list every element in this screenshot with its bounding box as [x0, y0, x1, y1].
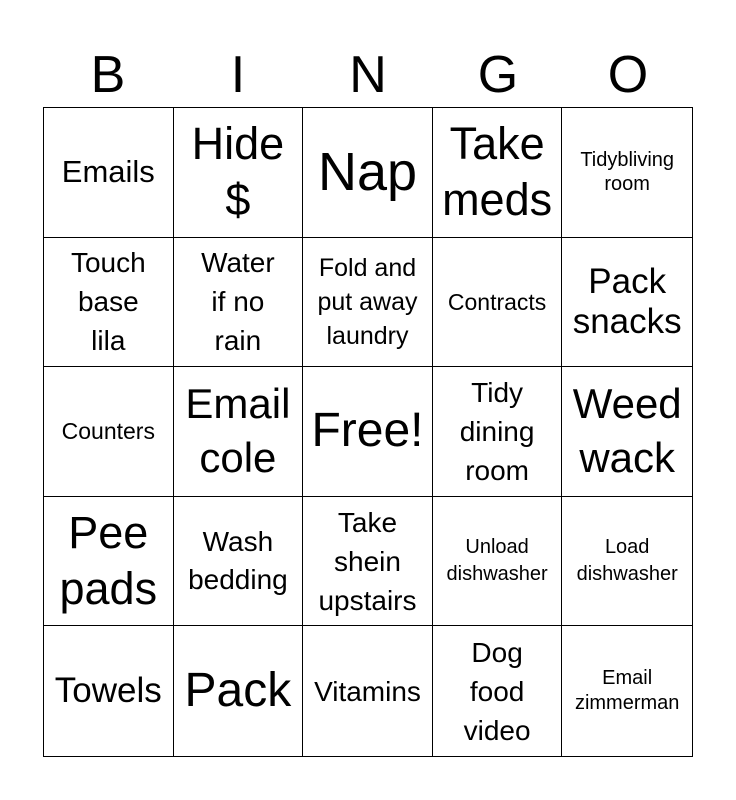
- cell-text: Email cole: [185, 380, 291, 482]
- cell-text: Towels: [54, 671, 162, 711]
- header-letter-n: N: [349, 46, 387, 104]
- bingo-cell[interactable]: [433, 108, 563, 238]
- header-letter-g: G: [477, 46, 519, 104]
- cell-text: Email zimmerman: [574, 667, 680, 715]
- bingo-cell[interactable]: [174, 108, 304, 238]
- bingo-cell[interactable]: [44, 367, 174, 497]
- header-letter-o: O: [607, 46, 649, 104]
- bingo-cell[interactable]: [303, 367, 433, 497]
- bingo-cell[interactable]: [174, 497, 304, 627]
- cell-text: Dog food video: [463, 636, 531, 746]
- bingo-cell[interactable]: [303, 108, 433, 238]
- bingo-cell[interactable]: [433, 238, 563, 368]
- cell-text: Emails: [61, 154, 155, 190]
- bingo-cell[interactable]: [433, 367, 563, 497]
- cell-text: Take shein upstairs: [318, 506, 417, 616]
- cell-text: Contracts: [447, 288, 547, 315]
- cell-text: Pee pads: [59, 507, 158, 615]
- bingo-cell[interactable]: [562, 238, 692, 368]
- bingo-cell[interactable]: [174, 238, 304, 368]
- cell-text: Water if no rain: [201, 247, 275, 357]
- header-letter-i: I: [230, 46, 246, 104]
- header-letter-b: B: [90, 46, 126, 104]
- cell-text: Tidy dining room: [459, 376, 535, 486]
- bingo-cell[interactable]: [433, 497, 563, 627]
- cell-text: Fold and put away laundry: [317, 253, 418, 350]
- bingo-cell[interactable]: [44, 626, 174, 756]
- bingo-cell[interactable]: [44, 497, 174, 627]
- cell-text: Vitamins: [314, 675, 421, 707]
- cell-text: Take meds: [442, 118, 553, 226]
- cell-text: Counters: [61, 418, 155, 445]
- cell-text: Load dishwasher: [576, 536, 678, 586]
- cell-text: Pack snacks: [572, 261, 682, 341]
- bingo-cell[interactable]: [44, 238, 174, 368]
- bingo-cell[interactable]: [562, 626, 692, 756]
- cell-text: Tidybliving room: [580, 149, 675, 196]
- cell-text: Nap: [317, 142, 418, 203]
- bingo-cell[interactable]: [303, 497, 433, 627]
- cell-text: Pack: [184, 664, 292, 718]
- cell-text: Touch base lila: [70, 247, 146, 357]
- cell-text: Wash bedding: [188, 526, 288, 596]
- bingo-cell[interactable]: [303, 238, 433, 368]
- bingo-cell[interactable]: [174, 626, 304, 756]
- bingo-cell[interactable]: [562, 367, 692, 497]
- bingo-cell[interactable]: [562, 108, 692, 238]
- bingo-cell[interactable]: [562, 497, 692, 627]
- bingo-cell[interactable]: [303, 626, 433, 756]
- cell-text: Unload dishwasher: [446, 536, 548, 586]
- bingo-cell[interactable]: [433, 626, 563, 756]
- cell-text: Weed wack: [572, 380, 682, 482]
- bingo-grid: [43, 107, 693, 757]
- cell-text: Free!: [311, 404, 424, 458]
- bingo-header: [43, 44, 693, 106]
- bingo-cell[interactable]: [174, 367, 304, 497]
- bingo-cell[interactable]: [44, 108, 174, 238]
- cell-text: Hide $: [191, 118, 285, 226]
